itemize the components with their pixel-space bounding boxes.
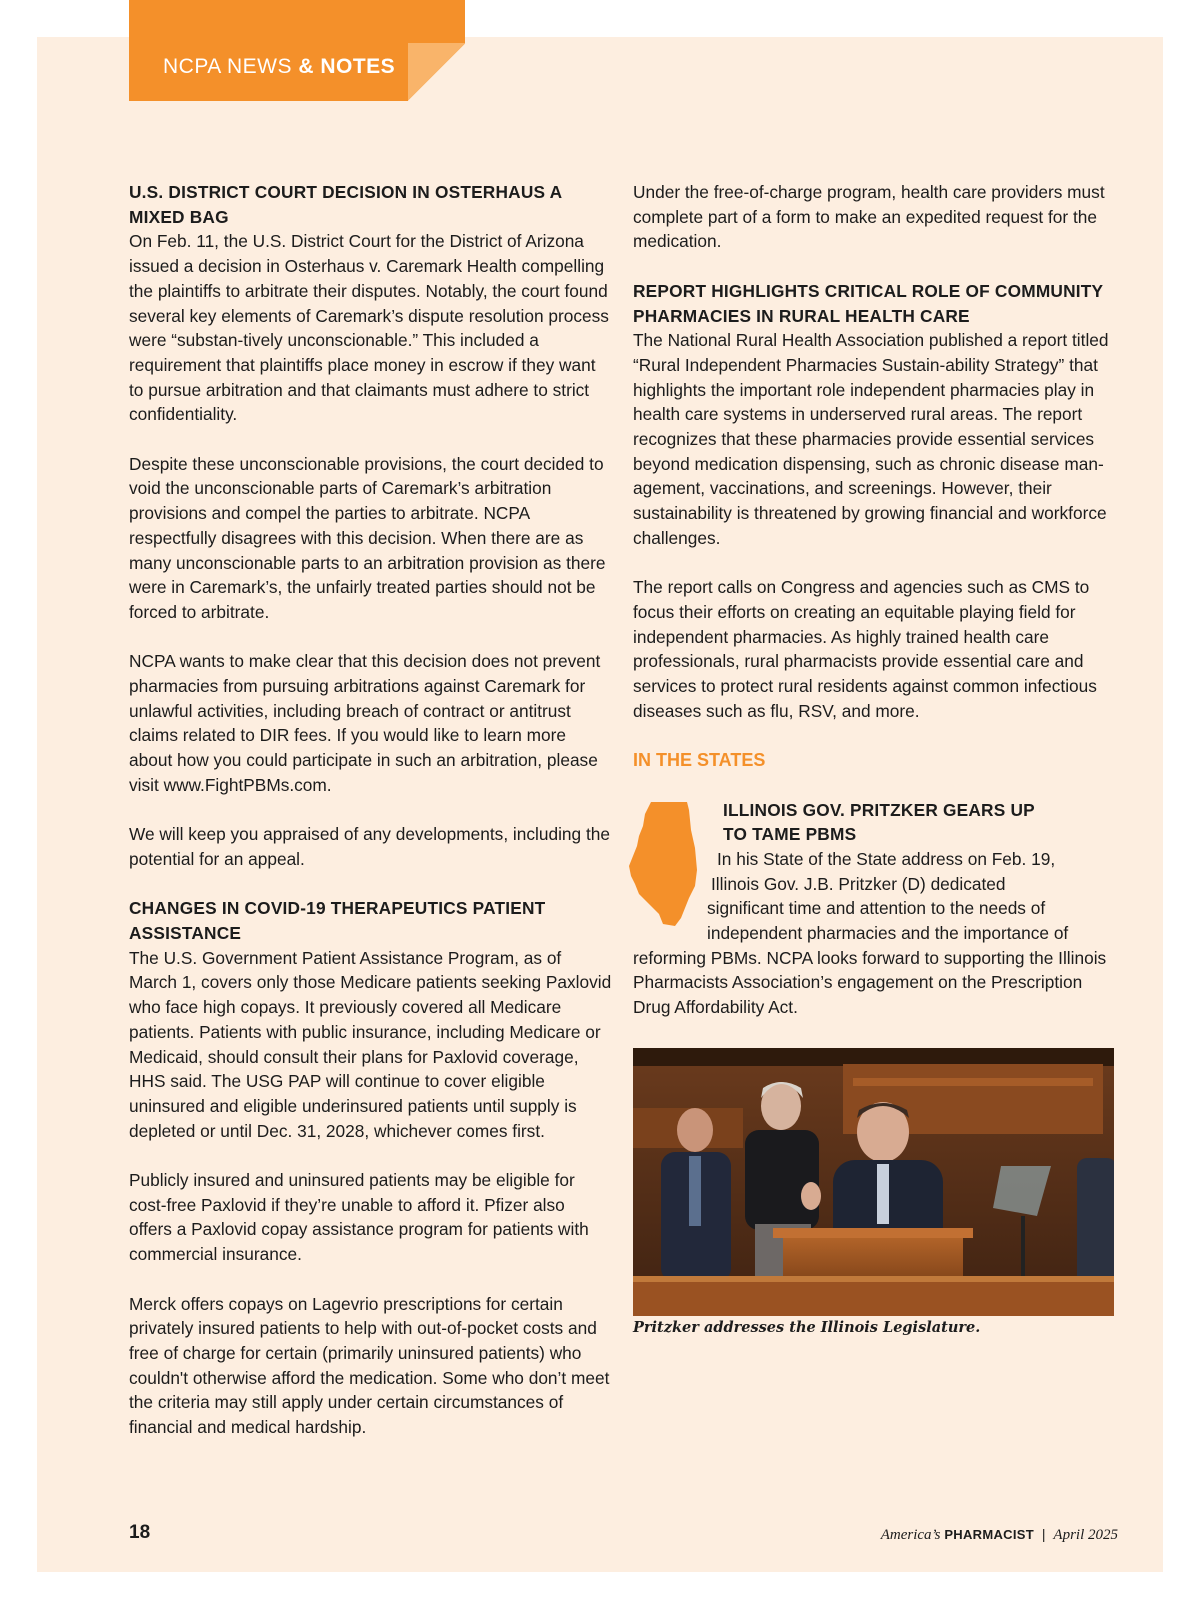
paragraph: Merck offers copays on Lagevrio prescriptions for certain privately insured patients to help with out-of-pocket costs and free of charge for certain (primarily uninsured patients) who couldn't otherwise afford the medication. Some who don’t meet the criteria may still apply under certain circumstances of financial and medical hardship. (129, 1293, 610, 1438)
paragraph: The report calls on Congress and agencies such as CMS to focus their efforts on creating an equitable playing field for independent pharmacies. As highly trained health care professionals, rural pharmacists provide essential care and services to protect rural residents against common infectious diseases such as flu, RSV, and more. (633, 577, 1097, 721)
paragraph-line: significant time and attention to the needs of (707, 898, 1046, 919)
paragraph: reforming PBMs. NCPA looks forward to supporting the Illinois Pharmacists Association’s engagement on the Prescription Drug Affordability Act. (633, 947, 1107, 1018)
paragraph-line: Illinois Gov. J.B. Pritzker (D) dedicated (711, 873, 1006, 894)
article-heading-covid: CHANGES IN COVID-19 THERAPEUTICS PATIENT ASSISTANCE (129, 898, 546, 944)
section-label-bold: & NOTES (298, 55, 396, 78)
paragraph: NCPA wants to make clear that this decision does not prevent pharmacies from pursuing arbitrations against Caremark for unlawful activities, including breach of contract or antitrust claims related to DIR fees. If you would like to learn more about how you could participate in such an arbitration, please visit www.FightPBMs.com. (129, 651, 601, 795)
paragraph: Publicly insured and uninsured patients may be eligible for cost-free Paxlovid if they’re unable to afford it. Pfizer also offers a Paxlovid copay assistance program for patients with commercial insurance. (129, 1170, 589, 1265)
magazine-footer (881, 1526, 1118, 1544)
paragraph-continuation: Under the free-of-charge program, health care providers must complete part of a form to make an expedited request for the medication. (633, 182, 1105, 252)
paragraph: We will keep you appraised of any developments, including the potential for an appeal. (129, 824, 610, 869)
right-column (633, 180, 1113, 1341)
section-label-light: NCPA NEWS (163, 55, 292, 78)
illinois-map-icon (629, 800, 707, 928)
in-the-states-heading: IN THE STATES (633, 750, 766, 771)
magazine-name: PHARMACIST (944, 1527, 1034, 1542)
article-heading-illinois-line-1: ILLINOIS GOV. PRITZKER GEARS UP (723, 799, 1035, 820)
page-number: 18 (129, 1522, 151, 1543)
photo-caption: Pritzker addresses the Illinois Legislature. (633, 1318, 981, 1336)
article-heading-rural: REPORT HIGHLIGHTS CRITICAL ROLE OF COMMUNITY PHARMACIES IN RURAL HEALTH CARE (633, 280, 1103, 326)
footer-separator: | (1041, 1526, 1046, 1542)
left-column (129, 180, 612, 1440)
section-label (163, 55, 395, 79)
tab-fold-corner (408, 43, 465, 101)
paragraph: The U.S. Government Patient Assistance Program, as of March 1, covers only those Medicare patients seeking Paxlovid who face high copays. It previously covered all Medicare patients. Patients with public insurance, including Medicare or Medicaid, should consult their plans for Paxlovid coverage, HHS said. The USG PAP will continue to cover eligible uninsured and eligible underinsured patients until supply is depleted or until Dec. 31, 2028, whichever comes first. (129, 947, 612, 1141)
paragraph-line: independent pharmacies and the importance of (707, 923, 1069, 944)
paragraph-line: In his State of the State address on Feb. 19, (717, 848, 1056, 869)
paragraph: The National Rural Health Association published a report titled “Rural Independent Pharmacies Sustain-ability Strategy” that highlights the important role independent pharmacies play in health care systems in underserved rural areas. The report recognizes that these pharmacies provide essential services beyond medication dispensing, such as chronic disease man-agement, vaccinations, and screenings. However, their sustainability is threatened by growing financial and workforce challenges. (633, 330, 1109, 548)
issue-date: April 2025 (1053, 1527, 1118, 1543)
article-heading-osterhaus: U.S. DISTRICT COURT DECISION IN OSTERHAUS A MIXED BAG (129, 182, 562, 227)
article-heading-illinois-line-2: TO TAME PBMS (723, 824, 857, 845)
magazine-prefix: America’s (880, 1527, 941, 1543)
legislature-photo (633, 1048, 1114, 1316)
illinois-article (633, 798, 1113, 1020)
photo-illustration (633, 1048, 1114, 1316)
paragraph: On Feb. 11, the U.S. District Court for the District of Arizona issued a decision in Osterhaus v. Caremark Health compelling the plaintiffs to arbitrate their disputes. Notably, the court found several key elements of Caremark’s dispute resolution process were “substan-tively unconscionable.” This included a requirement that plaintiffs place money in escrow if they want to pursue arbitration and that claimants must adhere to strict confidentiality. (129, 231, 609, 425)
paragraph: Despite these unconscionable provisions, the court decided to void the unconscionable parts of Caremark’s arbitration provisions and compel the parties to arbitrate. NCPA respectfully disagrees with this decision. When there are as many unconscionable parts to an arbitration provision as there were in Caremark’s, the unfairly treated parties should not be forced to arbitrate. (129, 453, 606, 622)
